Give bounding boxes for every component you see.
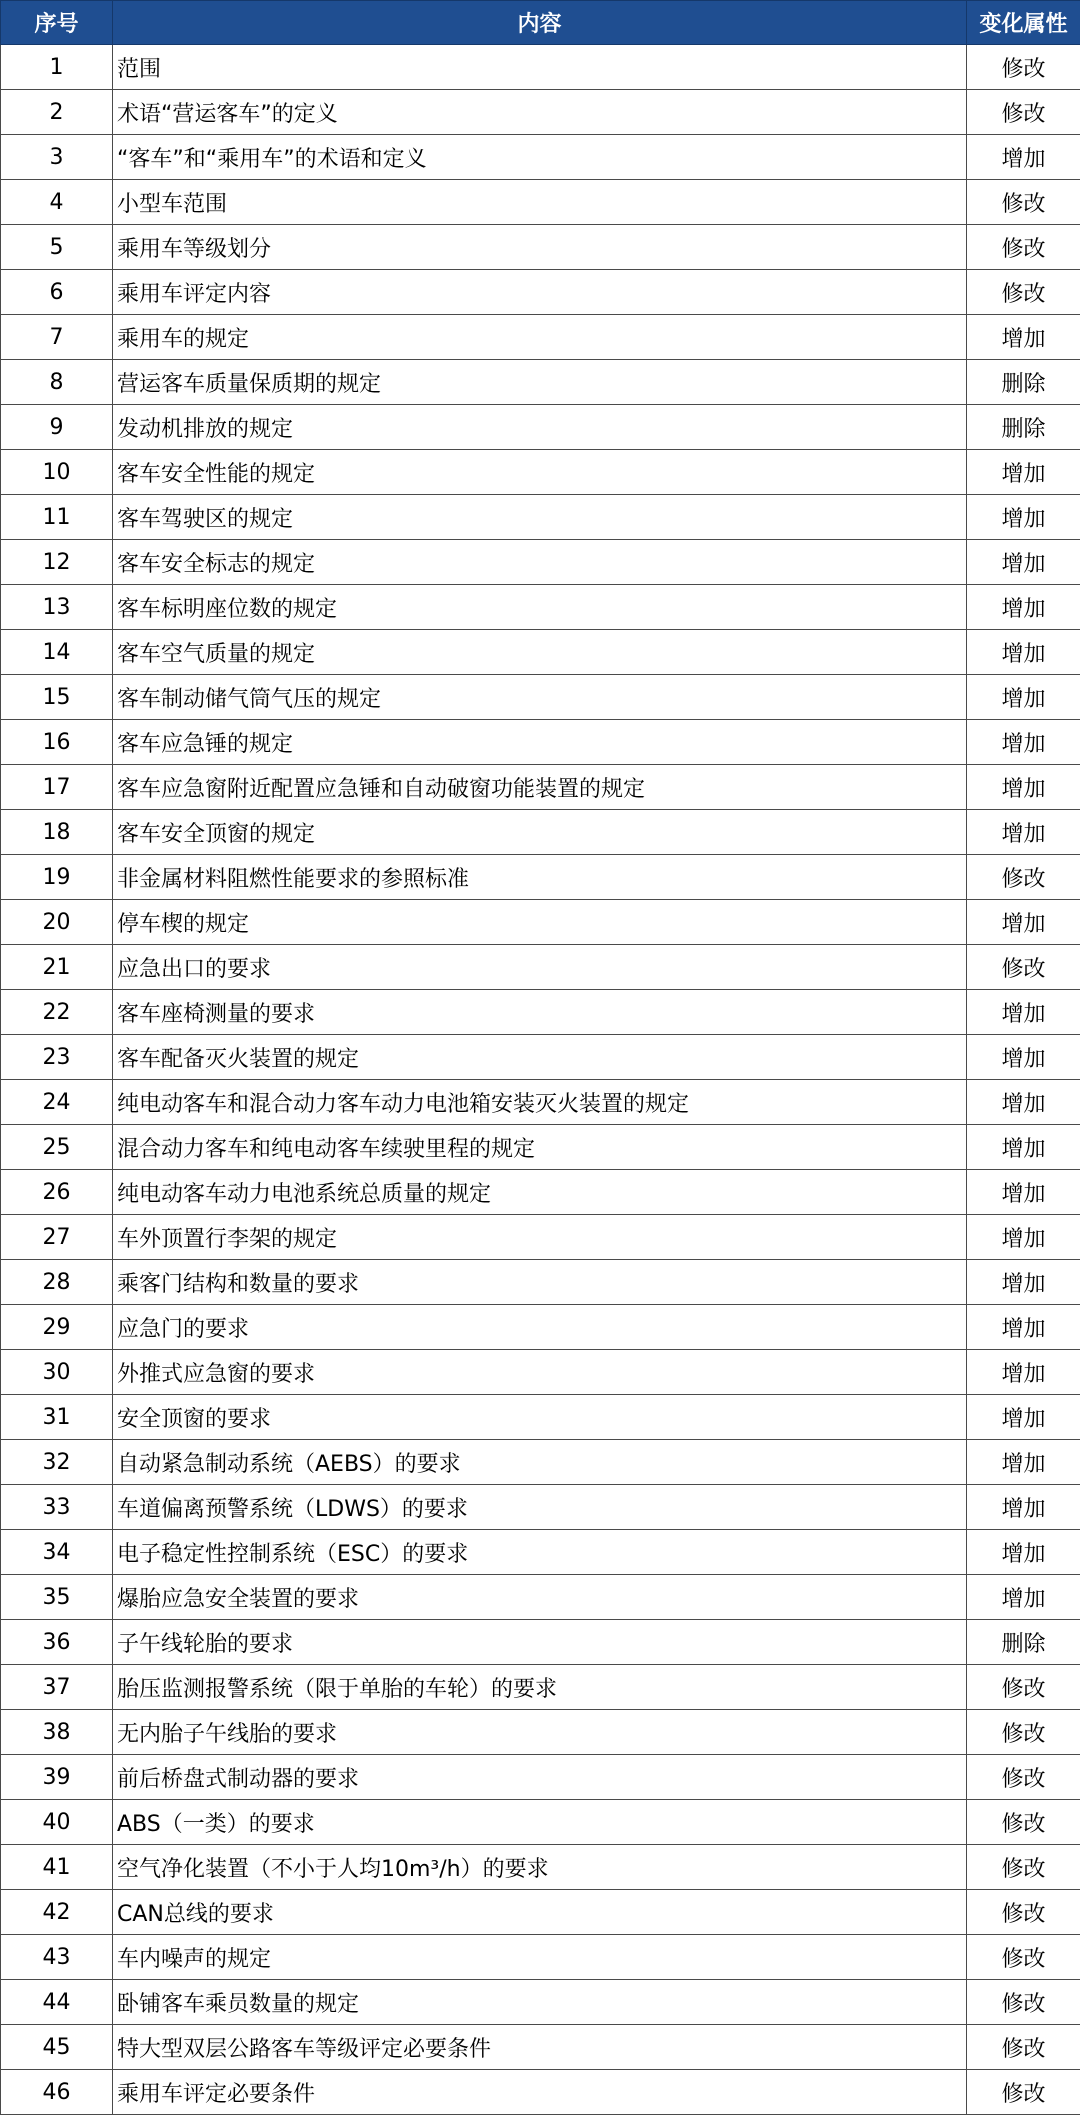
row-change-attribute: 增加 (967, 720, 1080, 765)
row-number: 2 (1, 90, 113, 135)
row-number: 38 (1, 1710, 113, 1755)
table-row (1, 855, 1080, 900)
row-change-attribute: 增加 (967, 1350, 1080, 1395)
row-content: 电子稳定性控制系统（ESC）的要求 (113, 1530, 967, 1575)
row-content: 非金属材料阻燃性能要求的参照标准 (113, 855, 967, 900)
row-content: 客车应急窗附近配置应急锤和自动破窗功能装置的规定 (113, 765, 967, 810)
table-body (1, 45, 1080, 2115)
row-content: 客车驾驶区的规定 (113, 495, 967, 540)
row-change-attribute: 增加 (967, 1080, 1080, 1125)
table-row (1, 675, 1080, 720)
row-number: 6 (1, 270, 113, 315)
table-row (1, 1440, 1080, 1485)
row-change-attribute: 修改 (967, 1665, 1080, 1710)
row-content: 纯电动客车和混合动力客车动力电池箱安装灭火装置的规定 (113, 1080, 967, 1125)
row-content: 小型车范围 (113, 180, 967, 225)
row-content: 空气净化装置（不小于人均10m³/h）的要求 (113, 1845, 967, 1890)
row-change-attribute: 增加 (967, 450, 1080, 495)
row-number: 12 (1, 540, 113, 585)
row-change-attribute: 修改 (967, 270, 1080, 315)
row-content: 车道偏离预警系统（LDWS）的要求 (113, 1485, 967, 1530)
row-change-attribute: 修改 (967, 2025, 1080, 2070)
row-number: 18 (1, 810, 113, 855)
row-number: 26 (1, 1170, 113, 1215)
row-change-attribute: 修改 (967, 945, 1080, 990)
row-number: 9 (1, 405, 113, 450)
row-number: 45 (1, 2025, 113, 2070)
table-row (1, 1395, 1080, 1440)
row-number: 42 (1, 1890, 113, 1935)
row-number: 21 (1, 945, 113, 990)
table-row (1, 630, 1080, 675)
row-content: 混合动力客车和纯电动客车续驶里程的规定 (113, 1125, 967, 1170)
row-number: 4 (1, 180, 113, 225)
row-content: 纯电动客车动力电池系统总质量的规定 (113, 1170, 967, 1215)
row-content: 乘用车等级划分 (113, 225, 967, 270)
row-number: 25 (1, 1125, 113, 1170)
row-change-attribute: 修改 (967, 855, 1080, 900)
row-number: 20 (1, 900, 113, 945)
row-number: 30 (1, 1350, 113, 1395)
row-number: 15 (1, 675, 113, 720)
table-row (1, 1170, 1080, 1215)
row-change-attribute: 增加 (967, 1035, 1080, 1080)
row-change-attribute: 增加 (967, 135, 1080, 180)
row-change-attribute: 增加 (967, 675, 1080, 720)
table-row (1, 2025, 1080, 2070)
row-change-attribute: 修改 (967, 1935, 1080, 1980)
table-row (1, 1800, 1080, 1845)
row-number: 14 (1, 630, 113, 675)
table-row (1, 765, 1080, 810)
row-change-attribute: 增加 (967, 1215, 1080, 1260)
row-number: 37 (1, 1665, 113, 1710)
row-content: 特大型双层公路客车等级评定必要条件 (113, 2025, 967, 2070)
row-change-attribute: 增加 (967, 495, 1080, 540)
row-number: 13 (1, 585, 113, 630)
row-change-attribute: 修改 (967, 1800, 1080, 1845)
table-row (1, 900, 1080, 945)
row-content: 卧铺客车乘员数量的规定 (113, 1980, 967, 2025)
table-row (1, 1530, 1080, 1575)
table-row (1, 1665, 1080, 1710)
header-seq: 序号 (1, 1, 113, 45)
row-content: 爆胎应急安全装置的要求 (113, 1575, 967, 1620)
row-change-attribute: 修改 (967, 90, 1080, 135)
row-content: 客车座椅测量的要求 (113, 990, 967, 1035)
table-header (1, 1, 1080, 45)
row-change-attribute: 删除 (967, 405, 1080, 450)
row-content: 客车安全性能的规定 (113, 450, 967, 495)
row-number: 32 (1, 1440, 113, 1485)
row-content: 无内胎子午线胎的要求 (113, 1710, 967, 1755)
row-content: 外推式应急窗的要求 (113, 1350, 967, 1395)
table-row (1, 1215, 1080, 1260)
row-number: 43 (1, 1935, 113, 1980)
row-number: 36 (1, 1620, 113, 1665)
row-number: 33 (1, 1485, 113, 1530)
row-change-attribute: 增加 (967, 585, 1080, 630)
table-row (1, 945, 1080, 990)
table-row (1, 1575, 1080, 1620)
row-change-attribute: 修改 (967, 1710, 1080, 1755)
row-change-attribute: 增加 (967, 990, 1080, 1035)
row-number: 17 (1, 765, 113, 810)
table-row (1, 810, 1080, 855)
row-number: 39 (1, 1755, 113, 1800)
row-change-attribute: 修改 (967, 1890, 1080, 1935)
row-change-attribute: 增加 (967, 540, 1080, 585)
row-change-attribute: 增加 (967, 1260, 1080, 1305)
row-change-attribute: 增加 (967, 1440, 1080, 1485)
row-content: 营运客车质量保质期的规定 (113, 360, 967, 405)
row-change-attribute: 删除 (967, 1620, 1080, 1665)
table-row (1, 315, 1080, 360)
row-content: 应急门的要求 (113, 1305, 967, 1350)
table-row (1, 1710, 1080, 1755)
row-number: 3 (1, 135, 113, 180)
row-content: 胎压监测报警系统（限于单胎的车轮）的要求 (113, 1665, 967, 1710)
table-row (1, 1980, 1080, 2025)
row-number: 24 (1, 1080, 113, 1125)
row-change-attribute: 删除 (967, 360, 1080, 405)
row-number: 28 (1, 1260, 113, 1305)
row-content: 乘用车评定必要条件 (113, 2070, 967, 2115)
row-change-attribute: 修改 (967, 2070, 1080, 2115)
table-row (1, 270, 1080, 315)
row-content: 自动紧急制动系统（AEBS）的要求 (113, 1440, 967, 1485)
header-row (1, 1, 1080, 45)
row-change-attribute: 修改 (967, 180, 1080, 225)
row-content: 前后桥盘式制动器的要求 (113, 1755, 967, 1800)
row-change-attribute: 增加 (967, 1530, 1080, 1575)
row-content: ABS（一类）的要求 (113, 1800, 967, 1845)
row-content: 停车楔的规定 (113, 900, 967, 945)
table-row (1, 1485, 1080, 1530)
row-content: 乘客门结构和数量的要求 (113, 1260, 967, 1305)
row-change-attribute: 修改 (967, 45, 1080, 90)
row-number: 10 (1, 450, 113, 495)
table-row (1, 1080, 1080, 1125)
table-row (1, 225, 1080, 270)
row-number: 44 (1, 1980, 113, 2025)
table-row (1, 450, 1080, 495)
row-change-attribute: 增加 (967, 630, 1080, 675)
row-number: 46 (1, 2070, 113, 2115)
row-number: 8 (1, 360, 113, 405)
table-row (1, 720, 1080, 765)
row-content: “客车”和“乘用车”的术语和定义 (113, 135, 967, 180)
table-row (1, 990, 1080, 1035)
row-number: 5 (1, 225, 113, 270)
row-number: 34 (1, 1530, 113, 1575)
table-row (1, 45, 1080, 90)
table-row (1, 180, 1080, 225)
row-change-attribute: 修改 (967, 1845, 1080, 1890)
table-row (1, 1620, 1080, 1665)
row-change-attribute: 增加 (967, 1395, 1080, 1440)
table-row (1, 1125, 1080, 1170)
row-change-attribute: 增加 (967, 1170, 1080, 1215)
row-change-attribute: 增加 (967, 810, 1080, 855)
row-change-attribute: 增加 (967, 1485, 1080, 1530)
table-row (1, 1935, 1080, 1980)
row-content: 客车标明座位数的规定 (113, 585, 967, 630)
row-change-attribute: 增加 (967, 1125, 1080, 1170)
row-change-attribute: 修改 (967, 1755, 1080, 1800)
table-row (1, 1035, 1080, 1080)
row-change-attribute: 修改 (967, 1980, 1080, 2025)
row-content: 车外顶置行李架的规定 (113, 1215, 967, 1260)
table-row (1, 2070, 1080, 2115)
row-number: 29 (1, 1305, 113, 1350)
row-content: 客车应急锤的规定 (113, 720, 967, 765)
row-content: 客车安全顶窗的规定 (113, 810, 967, 855)
row-content: CAN总线的要求 (113, 1890, 967, 1935)
table-row (1, 1890, 1080, 1935)
row-number: 27 (1, 1215, 113, 1260)
table-row (1, 1305, 1080, 1350)
header-content: 内容 (113, 1, 967, 45)
row-content: 安全顶窗的要求 (113, 1395, 967, 1440)
row-content: 客车配备灭火装置的规定 (113, 1035, 967, 1080)
row-content: 车内噪声的规定 (113, 1935, 967, 1980)
row-number: 19 (1, 855, 113, 900)
row-content: 应急出口的要求 (113, 945, 967, 990)
row-number: 41 (1, 1845, 113, 1890)
row-content: 乘用车的规定 (113, 315, 967, 360)
row-change-attribute: 增加 (967, 765, 1080, 810)
row-number: 40 (1, 1800, 113, 1845)
row-content: 客车制动储气筒气压的规定 (113, 675, 967, 720)
table-row (1, 1755, 1080, 1800)
row-content: 客车安全标志的规定 (113, 540, 967, 585)
table-row (1, 585, 1080, 630)
table-row (1, 360, 1080, 405)
row-number: 16 (1, 720, 113, 765)
row-change-attribute: 修改 (967, 225, 1080, 270)
table-row (1, 405, 1080, 450)
row-number: 23 (1, 1035, 113, 1080)
row-change-attribute: 增加 (967, 1575, 1080, 1620)
row-content: 范围 (113, 45, 967, 90)
table-row (1, 540, 1080, 585)
table-row (1, 1260, 1080, 1305)
row-content: 子午线轮胎的要求 (113, 1620, 967, 1665)
table-row (1, 1845, 1080, 1890)
row-content: 发动机排放的规定 (113, 405, 967, 450)
row-number: 31 (1, 1395, 113, 1440)
header-attr: 变化属性 (967, 1, 1080, 45)
row-change-attribute: 增加 (967, 315, 1080, 360)
table-row (1, 135, 1080, 180)
row-number: 22 (1, 990, 113, 1035)
row-content: 客车空气质量的规定 (113, 630, 967, 675)
row-change-attribute: 增加 (967, 900, 1080, 945)
row-content: 术语“营运客车”的定义 (113, 90, 967, 135)
table-row (1, 90, 1080, 135)
row-change-attribute: 增加 (967, 1305, 1080, 1350)
table-row (1, 1350, 1080, 1395)
row-number: 35 (1, 1575, 113, 1620)
row-number: 11 (1, 495, 113, 540)
row-number: 1 (1, 45, 113, 90)
row-content: 乘用车评定内容 (113, 270, 967, 315)
table-row (1, 495, 1080, 540)
row-number: 7 (1, 315, 113, 360)
